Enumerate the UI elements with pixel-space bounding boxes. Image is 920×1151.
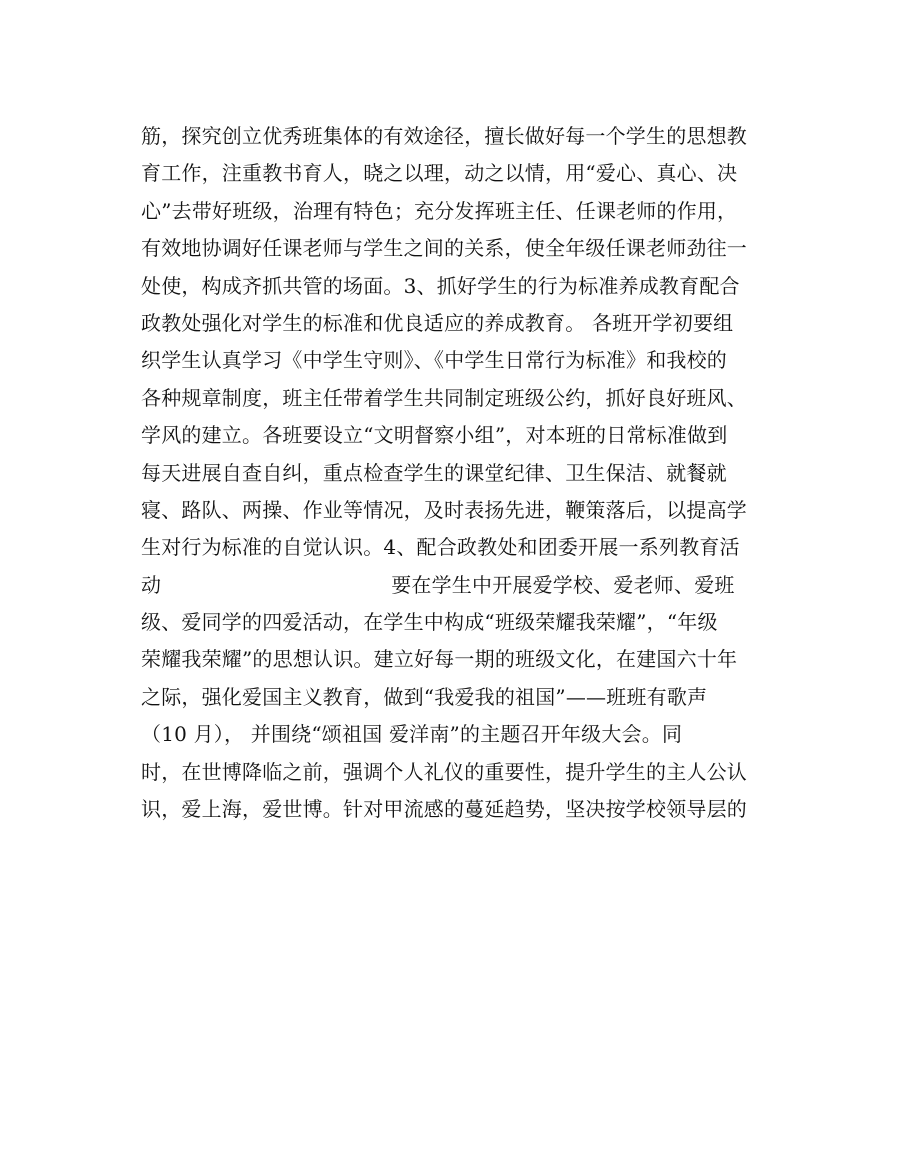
text-line-1: 筋，探究创立优秀班集体的有效途径，擅长做好每一个学生的思想教 [141, 124, 747, 148]
text-line-4: 有效地协调好任课老师与学生之间的关系，使全年级任课老师劲往一 [141, 236, 747, 261]
text-line-6: 政教处强化对学生的标准和优良适应的养成教育。 各班开学初要组 [141, 310, 734, 335]
text-line-7: 织学生认真学习《中学生守则》、《中学生日常行为标准》和我校的 [141, 348, 727, 373]
text-line-14: 级、爱同学的四爱活动，在学生中构成“班级荣耀我荣耀”，“年级 [141, 610, 718, 635]
body-text [141, 118, 801, 828]
text-line-15: 荣耀我荣耀”的思想认识。建立好每一期的班级文化，在建国六十年 [141, 647, 738, 672]
text-line-11: 寝、路队、两操、作业等情况，及时表扬先进，鞭策落后，以提高学 [141, 497, 747, 522]
text-line-13-split [141, 567, 801, 604]
text-line-2: 育工作，注重教书育人，晓之以理，动之以情，用“爱心、真心、决 [141, 161, 738, 186]
text-line-3: 心”去带好班级，治理有特色；充分发挥班主任、任课老师的作用， [141, 198, 738, 223]
text-line-5: 处使，构成齐抓共管的场面。3、抓好学生的行为标准养成教育配合 [141, 273, 740, 298]
split-line-left: 动 [141, 572, 162, 597]
text-line-19: 识，爱上海，爱世博。针对甲流感的蔓延趋势，坚决按学校领导层的 [141, 797, 747, 822]
text-line-10: 每天进展自查自纠，重点检查学生的课堂纪律、卫生保洁、就餐就 [141, 460, 727, 485]
text-line-16: 之际，强化爱国主义教育，做到“我爱我的祖国”——班班有歌声 [141, 684, 708, 709]
text-line-18: 时，在世博降临之前，强调个人礼仪的重要性，提升学生的主人公认 [141, 759, 747, 784]
text-line-17: （10 月）， 并围绕“颂祖国 爱洋南”的主题召开年级大会。同 [141, 722, 683, 747]
text-line-8: 各种规章制度，班主任带着学生共同制定班级公约，抓好良好班风、 [141, 385, 747, 410]
split-line-right: 要在学生中开展爱学校、爱老师、爱班 [391, 572, 735, 597]
text-line-12: 生对行为标准的自觉认识。4、配合政教处和团委开展一系列教育活 [141, 535, 740, 560]
text-line-9: 学风的建立。各班要设立“文明督察小组”，对本班的日常标准做到 [141, 423, 728, 448]
